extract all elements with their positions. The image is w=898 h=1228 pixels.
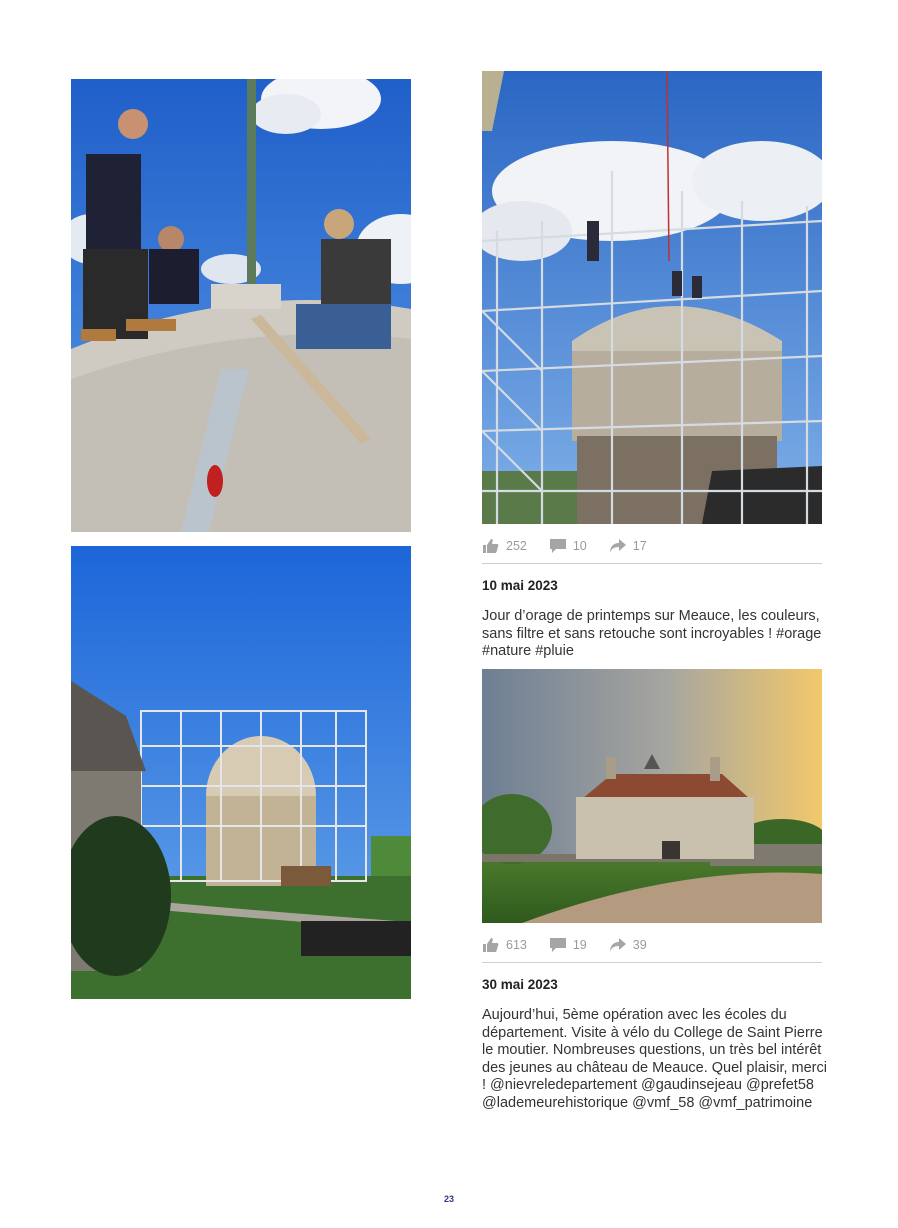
post-caption-2: Aujourd’hui, 5ème opération avec les écoles du département. Visite à vélo du College de Saint Pierre le moutier. Nombreuses questions, un très bel intérêt des jeunes au château de Meauce. Quel plaisir, merci ! @nievreledepartement @gaudinsejeau @prefet58 @lademeurehistorique @vmf_58 @vmf_patrimoine (482, 1007, 827, 1111)
comments-count: 19 (572, 938, 587, 952)
likes[interactable] (482, 538, 527, 554)
comments-count: 10 (572, 539, 587, 553)
share-icon (609, 937, 627, 953)
shares[interactable] (609, 937, 647, 953)
post-date-2: 30 mai 2023 (482, 977, 558, 992)
shares-count: 39 (632, 938, 647, 952)
comments[interactable] (549, 538, 587, 554)
page-number: 23 (443, 1194, 454, 1204)
comment-icon (549, 937, 567, 953)
shares-count: 17 (632, 539, 647, 553)
comment-icon (549, 538, 567, 554)
likes-count: 252 (506, 539, 527, 553)
photo-chateau-storm (482, 669, 822, 923)
comments[interactable] (549, 937, 587, 953)
divider (482, 563, 822, 564)
photo-scaffolding-tower (482, 71, 822, 524)
divider (482, 962, 822, 963)
share-icon (609, 538, 627, 554)
post-caption-1: Jour d’orage de printemps sur Meauce, les couleurs, sans filtre et sans retouche sont incroyables ! #orage #nature #pluie (482, 608, 822, 659)
thumbs-up-icon (482, 538, 500, 554)
thumbs-up-icon (482, 937, 500, 953)
post-stats-2 (482, 930, 822, 960)
shares[interactable] (609, 538, 647, 554)
likes-count: 613 (506, 938, 527, 952)
post-date-1: 10 mai 2023 (482, 578, 558, 593)
likes[interactable] (482, 937, 527, 953)
post-stats-1 (482, 531, 822, 561)
photo-workers-on-dome (71, 79, 411, 532)
photo-dovecote-garden (71, 546, 411, 999)
